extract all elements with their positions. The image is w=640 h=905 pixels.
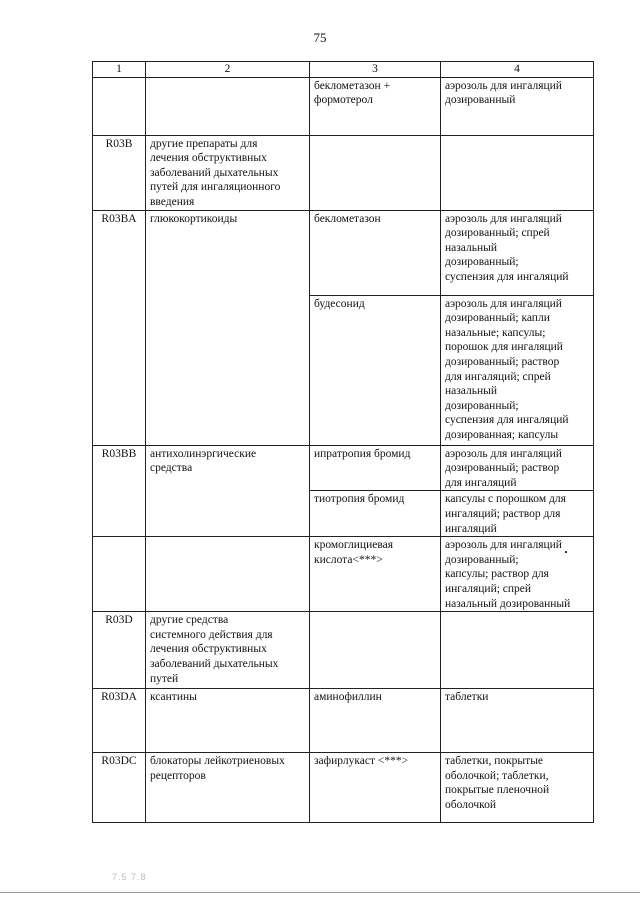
- dosage-form-cell: аэрозоль для ингаляций дозированный; капли назальные; капсулы; порошок для ингаляций дозированный; раствор для ингаляций; спрей назальный дозированный; суспензия для ингаляций дозированная; капсулы: [441, 295, 594, 445]
- substance-cell: беклометазон + формотерол: [310, 77, 441, 135]
- dosage-form-cell: аэрозоль для ингаляций дозированный; раствор для ингаляций: [441, 445, 594, 491]
- group-name-cell: блокаторы лейкотриеновых рецепторов: [146, 753, 310, 823]
- atc-code-cell: [93, 491, 146, 537]
- dosage-form-cell: [441, 135, 594, 210]
- scan-speck: [565, 551, 567, 553]
- column-header: 4: [441, 62, 594, 78]
- table-row: [93, 77, 594, 135]
- substance-cell: зафирлукаст <***>: [310, 753, 441, 823]
- atc-code-cell: [93, 537, 146, 612]
- atc-code-cell: R03BB: [93, 445, 146, 491]
- dosage-form-cell: капсулы с порошком для ингаляций; раствор для ингаляций: [441, 491, 594, 537]
- table-row: [93, 537, 594, 612]
- atc-code-cell: [93, 77, 146, 135]
- group-name-cell: другие средства системного действия для лечения обструктивных заболеваний дыхательных путей: [146, 612, 310, 689]
- atc-code-cell: R03DA: [93, 689, 146, 753]
- atc-code-cell: R03DC: [93, 753, 146, 823]
- column-header: 2: [146, 62, 310, 78]
- group-name-cell: антихолинэргические средства: [146, 445, 310, 491]
- substance-cell: [310, 135, 441, 210]
- group-name-cell: другие препараты для лечения обструктивных заболеваний дыхательных путей для ингаляционного введения: [146, 135, 310, 210]
- dosage-form-cell: таблетки, покрытые оболочкой; таблетки, покрытые пленочной оболочкой: [441, 753, 594, 823]
- column-header: 3: [310, 62, 441, 78]
- dosage-form-cell: аэрозоль для ингаляций дозированный: [441, 77, 594, 135]
- substance-cell: аминофиллин: [310, 689, 441, 753]
- group-name-cell: [146, 77, 310, 135]
- dosage-form-cell: таблетки: [441, 689, 594, 753]
- table-row: [93, 612, 594, 689]
- dosage-form-cell: аэрозоль для ингаляций дозированный; капсулы; раствор для ингаляций; спрей назальный дозированный: [441, 537, 594, 612]
- substance-cell: кромоглициевая кислота<***>: [310, 537, 441, 612]
- group-name-cell: [146, 537, 310, 612]
- table-row: [93, 210, 594, 295]
- group-name-cell: [146, 295, 310, 445]
- group-name-cell: ксантины: [146, 689, 310, 753]
- column-header: 1: [93, 62, 146, 78]
- substance-cell: беклометазон: [310, 210, 441, 295]
- table-row: [93, 295, 594, 445]
- table-header-row: [93, 62, 594, 78]
- footer-mark: 7.5 7.8: [112, 872, 147, 882]
- atc-code-cell: [93, 295, 146, 445]
- substance-cell: будесонид: [310, 295, 441, 445]
- drug-table: [92, 61, 594, 823]
- group-name-cell: [146, 491, 310, 537]
- page-number: 75: [313, 30, 327, 45]
- group-name-cell: глюкокортикоиды: [146, 210, 310, 295]
- substance-cell: тиотропия бромид: [310, 491, 441, 537]
- substance-cell: [310, 612, 441, 689]
- table-row: [93, 491, 594, 537]
- table-row: [93, 753, 594, 823]
- atc-code-cell: R03D: [93, 612, 146, 689]
- dosage-form-cell: аэрозоль для ингаляций дозированный; спрей назальный дозированный; суспензия для ингаляций: [441, 210, 594, 295]
- table-row: [93, 445, 594, 491]
- dosage-form-cell: [441, 612, 594, 689]
- table-row: [93, 135, 594, 210]
- page-bottom-edge: [0, 892, 640, 893]
- substance-cell: ипратропия бромид: [310, 445, 441, 491]
- atc-code-cell: R03BA: [93, 210, 146, 295]
- atc-code-cell: R03B: [93, 135, 146, 210]
- table-row: [93, 689, 594, 753]
